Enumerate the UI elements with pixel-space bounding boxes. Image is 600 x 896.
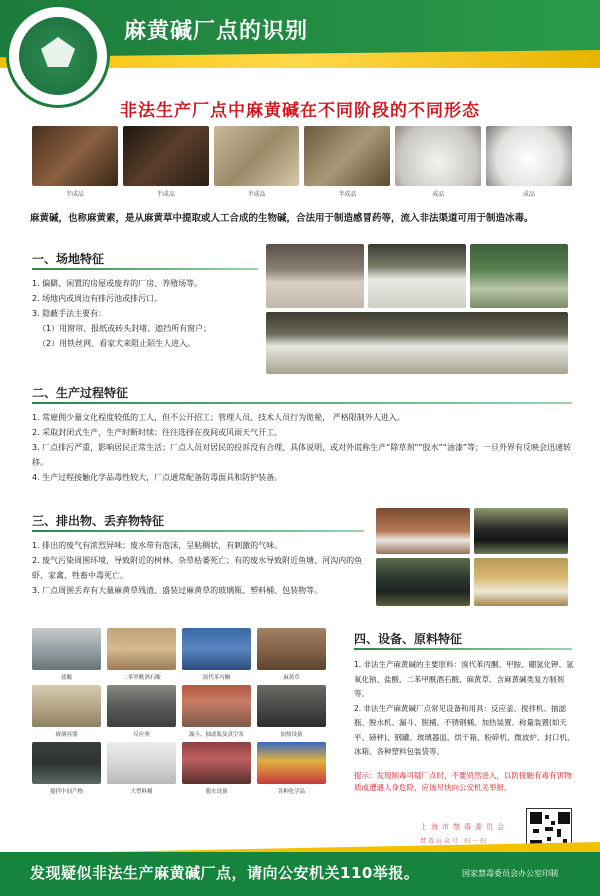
equipment-photo: [257, 628, 326, 670]
section-2-underline: [32, 402, 572, 404]
site-photo: [266, 244, 364, 308]
equipment-caption: 漏斗、抽滤瓶及真空泵: [188, 732, 244, 738]
section-2-item: 2. 采取封闭式生产，生产时断时续；往往选择在夜间或风雨天气开工。: [32, 428, 283, 437]
equipment-item: [182, 685, 251, 740]
equipment-caption: 大塑料桶: [130, 789, 153, 795]
section-3-item: 3. 厂点周围丢弃有大量麻黄草残渣、盛装过麻黄草的玻璃瓶、塑料桶、包装物等。: [32, 586, 323, 595]
stage-photo: [395, 126, 481, 186]
waste-photo: [376, 558, 470, 606]
section-3-body: [32, 538, 368, 598]
equipment-caption: 溴代苯丙酮: [202, 675, 231, 681]
site-photo: [470, 244, 568, 308]
watermark-line: 上海市禁毒委员会: [420, 823, 508, 831]
stage-item: [32, 126, 118, 198]
equipment-item: [107, 742, 176, 797]
equipment-caption: 麻黄草: [283, 675, 300, 681]
section-1-item: 2. 场地内或周边有排污池或排污口。: [32, 294, 163, 303]
stage-photo: [32, 126, 118, 186]
stage-caption: 半成品: [156, 191, 175, 198]
equipment-photo: [32, 742, 101, 784]
stage-caption: 成品: [523, 191, 536, 198]
equipment-photo: [107, 742, 176, 784]
subtitle: 非法生产厂点中麻黄碱在不同阶段的不同形态: [120, 101, 480, 121]
equipment-row: [32, 628, 326, 683]
section-2-item: 3. 厂点排污严重，影响居民正常生活；厂点人员对居民的投诉没有合理、具体说明，或对外谎称生产“除草剂”“胶水”“油漆”等；一旦外界有反映会迅速转移。: [32, 443, 572, 467]
footer-slogan: 发现疑似非法生产麻黄碱厂点，请向公安机关110举报。: [30, 864, 420, 882]
section-2-body: [32, 410, 572, 485]
section-2-title: 二、生产过程特征: [32, 386, 129, 400]
section-2-item: 4. 生产过程接触化学品毒性较大，厂点通常配备防毒面具和防护装备。: [32, 473, 283, 482]
equipment-item: [257, 628, 326, 683]
section-2-item: 1. 常雇佣少量文化程度较低的工人，但不公开招工；管理人员、技术人员行为诡秘， 严格限制外人进入。: [32, 413, 405, 422]
equipment-caption: 搅拌中间产物: [49, 789, 83, 795]
equipment-caption: 反应釜: [133, 732, 150, 738]
equipment-row: [32, 685, 326, 740]
section-4-title: 四、设备、原料特征: [354, 632, 463, 646]
stage-caption: 成品: [432, 191, 445, 198]
equipment-grid: [32, 628, 326, 799]
equipment-caption: 各种化学品: [277, 789, 306, 795]
equipment-photo: [257, 742, 326, 784]
section-3-item: 1. 排出的废气有浓烈异味；废水带有泡沫，呈粘稠状，有刺激的气味。: [32, 541, 283, 550]
stage-photo: [486, 126, 572, 186]
section-1-item: （2）用铁丝网、看家犬来阻止陌生人进入。: [38, 339, 196, 348]
section-4-underline: [354, 648, 572, 650]
equipment-caption: 脱水设备: [205, 789, 228, 795]
equipment-photo: [32, 628, 101, 670]
section-4-body: [354, 658, 578, 760]
page-title: 麻黄碱厂点的识别: [124, 19, 309, 44]
section-4-item: 2. 非法生产麻黄碱厂点常见设备和用具：反应釜、搅拌机、抽滤瓶、脱水机、漏斗、脱桶、不锈钢桶、加热装置、称量装置(如天平、磅秤)、钢罐、玻璃器皿、烘干箱、粉碎机、微波炉、封口机、冰箱、各种塑料包装袋等。: [354, 703, 575, 756]
narcotics-commission-emblem-icon: [6, 4, 110, 108]
equipment-photo: [32, 685, 101, 727]
section-1-title: 一、场地特征: [32, 252, 105, 266]
section-1-item: 3. 隐蔽手法主要有：: [32, 309, 107, 318]
waste-photo: [474, 558, 568, 606]
stage-photo: [214, 126, 300, 186]
equipment-caption: 二苯甲酰酒石酸: [122, 675, 161, 681]
equipment-photo: [107, 685, 176, 727]
section-3-underline: [32, 530, 364, 532]
equipment-item: [257, 685, 326, 740]
equipment-item: [32, 628, 101, 683]
stage-item: [123, 126, 209, 198]
stage-photo: [304, 126, 390, 186]
stage-caption: 半成品: [338, 191, 357, 198]
equipment-item: [107, 685, 176, 740]
intro-text: 麻黄碱，也称麻黄素，是从麻黄草中提取或人工合成的生物碱，合法用于制造感冒药等，流入非法渠道可用于制造冰毒。: [30, 213, 534, 224]
equipment-row: [32, 742, 326, 797]
stage-item: [304, 126, 390, 198]
waste-photo: [474, 508, 568, 554]
equipment-caption: 盐酸: [60, 675, 72, 681]
emblem-center: [19, 17, 97, 95]
equipment-photo: [182, 628, 251, 670]
section-1-underline: [32, 268, 258, 270]
stage-caption: 半成品: [247, 191, 266, 198]
stage-photos: [32, 126, 572, 198]
stage-caption: 半成品: [65, 191, 84, 198]
equipment-photo: [182, 742, 251, 784]
equipment-item: [107, 628, 176, 683]
equipment-item: [32, 685, 101, 740]
section-4-item: 1. 非法生产麻黄碱的主要原料：溴代苯丙酮、甲胺、硼氢化钾、氢氧化钠、盐酸、二苯甲酰酒石酸、麻黄草、含麻黄碱类复方制剂等。: [354, 660, 574, 698]
section-3-title: 三、排出物、丢弃物特征: [32, 514, 165, 528]
equipment-item: [182, 742, 251, 797]
stage-item: [395, 126, 481, 198]
equipment-caption: 加热设备: [280, 732, 303, 738]
section-1-body: [32, 276, 262, 351]
equipment-item: [182, 628, 251, 683]
site-photo-wide: [266, 312, 568, 374]
watermark-line: 禁毒公众号 扫一扫: [420, 838, 488, 845]
stage-item: [486, 126, 572, 198]
section-3-item: 2. 废气污染周围环境，导致附近的树林、杂草枯萎死亡；有的废水导致附近鱼塘、河沟内的鱼虾、家禽、牲畜中毒死亡。: [32, 556, 363, 580]
equipment-caption: 玻璃容器: [55, 732, 78, 738]
stage-item: [214, 126, 300, 198]
section-1-item: （1）用窗帘、报纸或砖头封堵、遮挡所有窗户；: [38, 324, 212, 333]
equipment-photo: [257, 685, 326, 727]
equipment-item: [257, 742, 326, 797]
equipment-photo: [182, 685, 251, 727]
stage-photo: [123, 126, 209, 186]
warning-text: 提示：发现制毒可疑厂点时，不要贸然进入，以防接触有毒有害物质或遭遇人身危险，应该尽快向公安机关举报。: [354, 771, 572, 792]
waste-photo: [376, 508, 470, 554]
footer-org: 国家禁毒委员会办公室印制: [462, 869, 558, 878]
equipment-item: [32, 742, 101, 797]
section-1-item: 1. 偏僻、闲置的房屋或废弃的厂房、养殖场等。: [32, 279, 203, 288]
site-photo: [368, 244, 466, 308]
equipment-photo: [107, 628, 176, 670]
